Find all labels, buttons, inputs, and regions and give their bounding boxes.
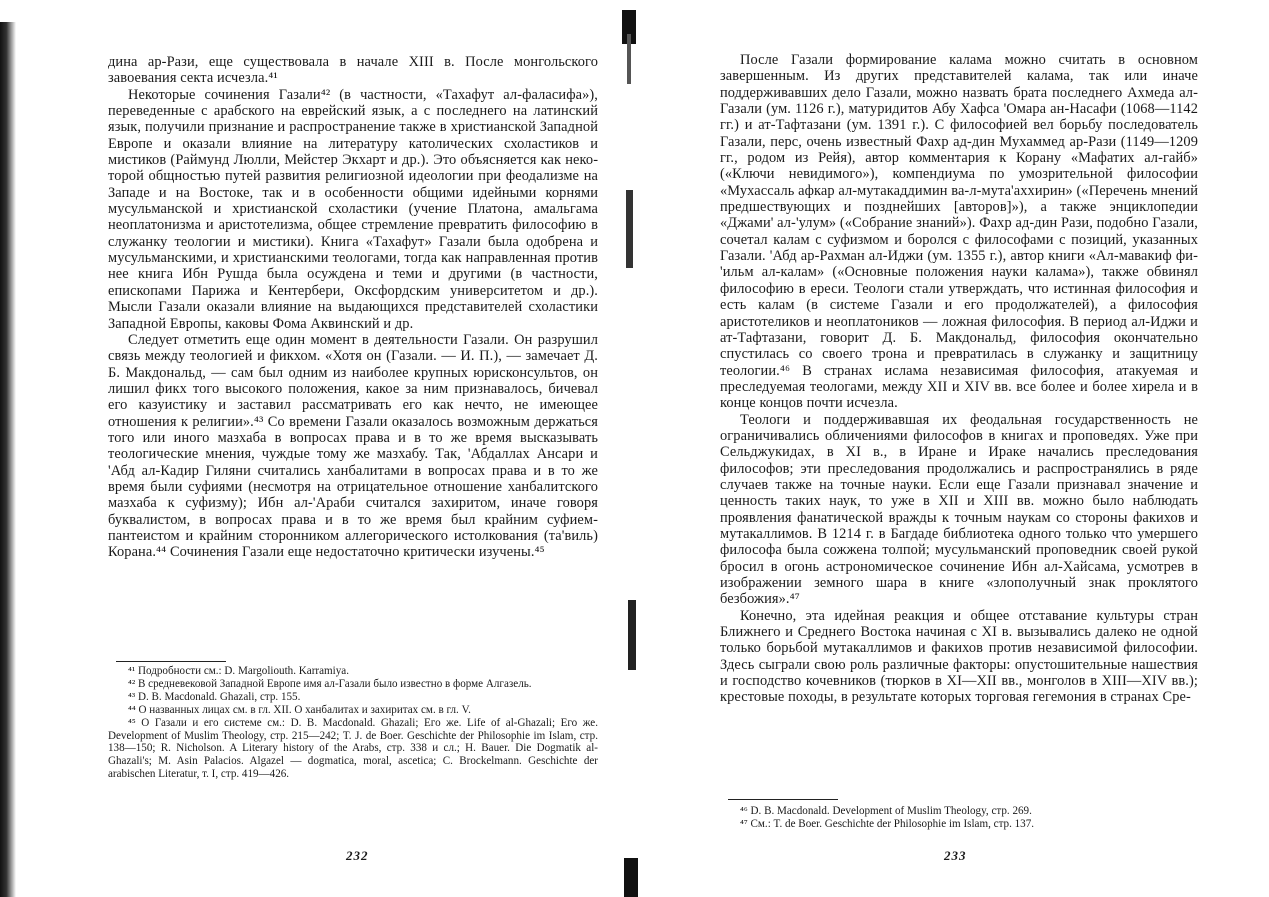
- paragraph: После Газали формирование калама можно считать в основном завершенным. Из других представителей калама, так или иначе поддерживавших дело Газали, можно назвать брата последнего Ахмеда ал-Газали (ум. 1126 г.), матуридитов Абу Хафса 'Омара ан-Насафи (1068—1142 гг.) и ат-Тафтазани (ум. 1391 г.). С философией вел борьбу последователь Газали, перс, очень известный Фахр ад-дин Мухаммед ар-Рази (1149—1209 гг., родом из Рейя), автор комментария к Корану «Мафатих ал-гайб» («Ключи невидимого»), компендиума по умозрительной философии «Мухассаль афкар ал-мутакаддимин ва-л-мута'аххирин» («Перечень мнений предшествующих и позднейших [авторов]»), а также энциклопедии «Джами' ал-'улум» («Собрание знаний»). Фахр ад-дин Рази, подобно Газали, сочетал калам с суфизмом и боролся с философами с позиций, указанных Газали. 'Абд ар-Рахман ал-Иджи (ум. 1355 г.), автор книги «Ал-мавакиф фи-'ильм ал-калам» («Основные положения науки калама»), также обвинял философию в ереси. Теологи стали утверждать, что истинная философия и есть калам (в системе Газали и его продолжателей), а философия аристотеликов и неоплатоников — ложная философия. В период ал-Иджи и ат-Тафтазани, говорит Д. Б. Макдональд, философия окончательно спустилась со своего трона и превратилась в служанку и защитницу теологии.⁴⁶ В странах ислама независимая философия, атакуемая и преследуемая теологами, между XII и XIV вв. все более и более хирела и в конце концов почти исчезла.: [720, 52, 1198, 412]
- footnote: ⁴³ D. B. Macdonald. Ghazali, стр. 155.: [128, 690, 301, 703]
- right-page-body: [720, 52, 1198, 706]
- footnote: ⁴² В средневековой Западной Европе имя ал-Газали было известно в форме Алгазель.: [128, 677, 532, 690]
- gutter-scan-artifact: [628, 600, 636, 670]
- gutter-scan-artifact: [624, 858, 638, 897]
- page-number: 233: [944, 848, 967, 863]
- left-page-footnotes: [108, 665, 598, 781]
- footnote: ⁴¹ Подробности см.: D. Margoliouth. Karramiya.: [128, 665, 349, 677]
- right-page-footnotes: [720, 805, 1198, 831]
- paragraph: Конечно, эта идейная реакция и общее отставание культуры стран Ближнего и Среднего Востока начиная с XI в. вызывались далеко не одной только борьбой мутакаллимов и факихов против независимой философии. Здесь сыграли свою роль различные факторы: опустошительные нашествия и господство кочевников (тюрков в XI—XII вв., монголов в XIII—XIV вв.); крестовые походы, в результате которых торговая гегемония в странах Сре-: [720, 607, 1198, 706]
- paragraph: Некоторые сочинения Газали⁴² (в частности, «Тахафут ал-фаласифа»), переведенные с арабского на еврейский язык, а с последнего на латинский язык, получили признание и распространение также в христианской Западной Европе и оказали влияние на литературу католических схоластиков и мистиков (Раймунд Люлли, Мейстер Экхарт и др.). Это объясняется как некоторой общностью путей развития религиозной идеологии при феодализме на Западе и на Востоке, так и в особенности общими идейными корнями мусульманской и христианской схоластики (учение Платона, амальгама неоплатонизма и аристотелизма, общее стремление превратить философию в служанку теологии и мистики). Книга «Тахафут» Газали была одобрена и мусульманскими, и христианскими теологами, тогда как направленная против нее книга Ибн Рушда была осуждена и теми и другими (в частности, епископами Парижа и Кентербери, Оксфордским университетом и др.). Мысли Газали оказали влияние на выдающихся представителей схоластики Западной Европы, каковы Фома Аквинский и др.: [108, 86, 598, 332]
- gutter-scan-artifact: [626, 190, 633, 268]
- gutter-scan-artifact: [627, 34, 631, 84]
- scan-edge-shadow: [0, 22, 16, 897]
- footnote: ⁴⁵ О Газали и его системе см.: D. B. Macdonald. Ghazali; Его же. Life of al-Ghazali; Его же. Development of Muslim Theology, стр. 215—242; T. J. de Boer. Geschichte der Philosophie im Islam, стр. 138—150; R. Nicholson. A Literary history of the Arabs, стр. 338 и сл.; H. Bauer. Die Dogmatik al-Ghazali's; M. Asin Palacios. Algazel — dogmatica, moral, ascetica; C. Brockelmann. Geschichte der arabischen Literatur, т. I, стр. 419—426.: [108, 716, 598, 781]
- paragraph: Следует отметить еще один момент в деятельности Газали. Он разрушил связь между теологией и фикхом. «Хотя он (Газали. — И. П.), — замечает Д. Б. Макдональд, — сам был одним из наиболее крупных юрисконсультов, он лишил фикх того высокого положения, какое за ним признавалось, бичевал его казуистику и заставил рассматривать его как нечто, не имеющее отношения к религии».⁴³ Со времени Газали оказалось возможным держаться того или иного мазхаба в вопросах права и в то же время высказывать теологические мнения, чуждые тому же мазхабу. Так, 'Абдаллах Ансари и 'Абд ал-Кадир Гиляни считались ханбалитами в вопросах права и в то же время были суфиями (несмотря на отрицательное отношение ханбалитского мазхаба к суфизму); Ибн ал-'Араби считался захиритом, иначе говоря буквалистом, в вопросах права и в то же время был крайним суфием-пантеистом и крайним сторонником аллегорического истолкования (та'виль) Корана.⁴⁴ Сочинения Газали еще недостаточно критически изучены.⁴⁵: [108, 331, 598, 561]
- footnote: ⁴⁴ О названных лицах см. в гл. XII. О ханбалитах и захиритах см. в гл. V.: [128, 703, 471, 716]
- left-page-body: [108, 54, 598, 561]
- footnote: ⁴⁷ См.: T. de Boer. Geschichte der Philosophie im Islam, стр. 137.: [740, 817, 1035, 830]
- page-number: 232: [346, 848, 369, 863]
- footnote-divider: [728, 799, 838, 800]
- footnote-divider: [116, 661, 226, 662]
- footnote: ⁴⁶ D. B. Macdonald. Development of Muslim Theology, стр. 269.: [740, 805, 1032, 817]
- paragraph: Теологи и поддерживавшая их феодальная государственность не ограничивались обличениями философов в книгах и проповедях. Уже при Сельджукидах, в XI в., в Иране и Ираке начались преследования философов; эти преследования продолжались и распространялись в ряде случаев также на точные науки. Если еще Газали признавал значение и ценность таких наук, то уже в XII и XIII вв. можно было наблюдать проявления фанатической вражды к точным наукам со стороны факихов и мутакаллимов. В 1214 г. в Багдаде библиотека одного только что умершего философа была сожжена толпой; мусульманский проповедник своей рукой бросил в огонь астрономическое сочинение Ибн ал-Хайсама, усмотрев в изображении земного шара в книге «злополучный знак проклятого безбожия».⁴⁷: [720, 411, 1198, 608]
- paragraph: дина ар-Рази, еще существовала в начале XIII в. После монгольского завоевания секта исчезла.⁴¹: [108, 54, 598, 87]
